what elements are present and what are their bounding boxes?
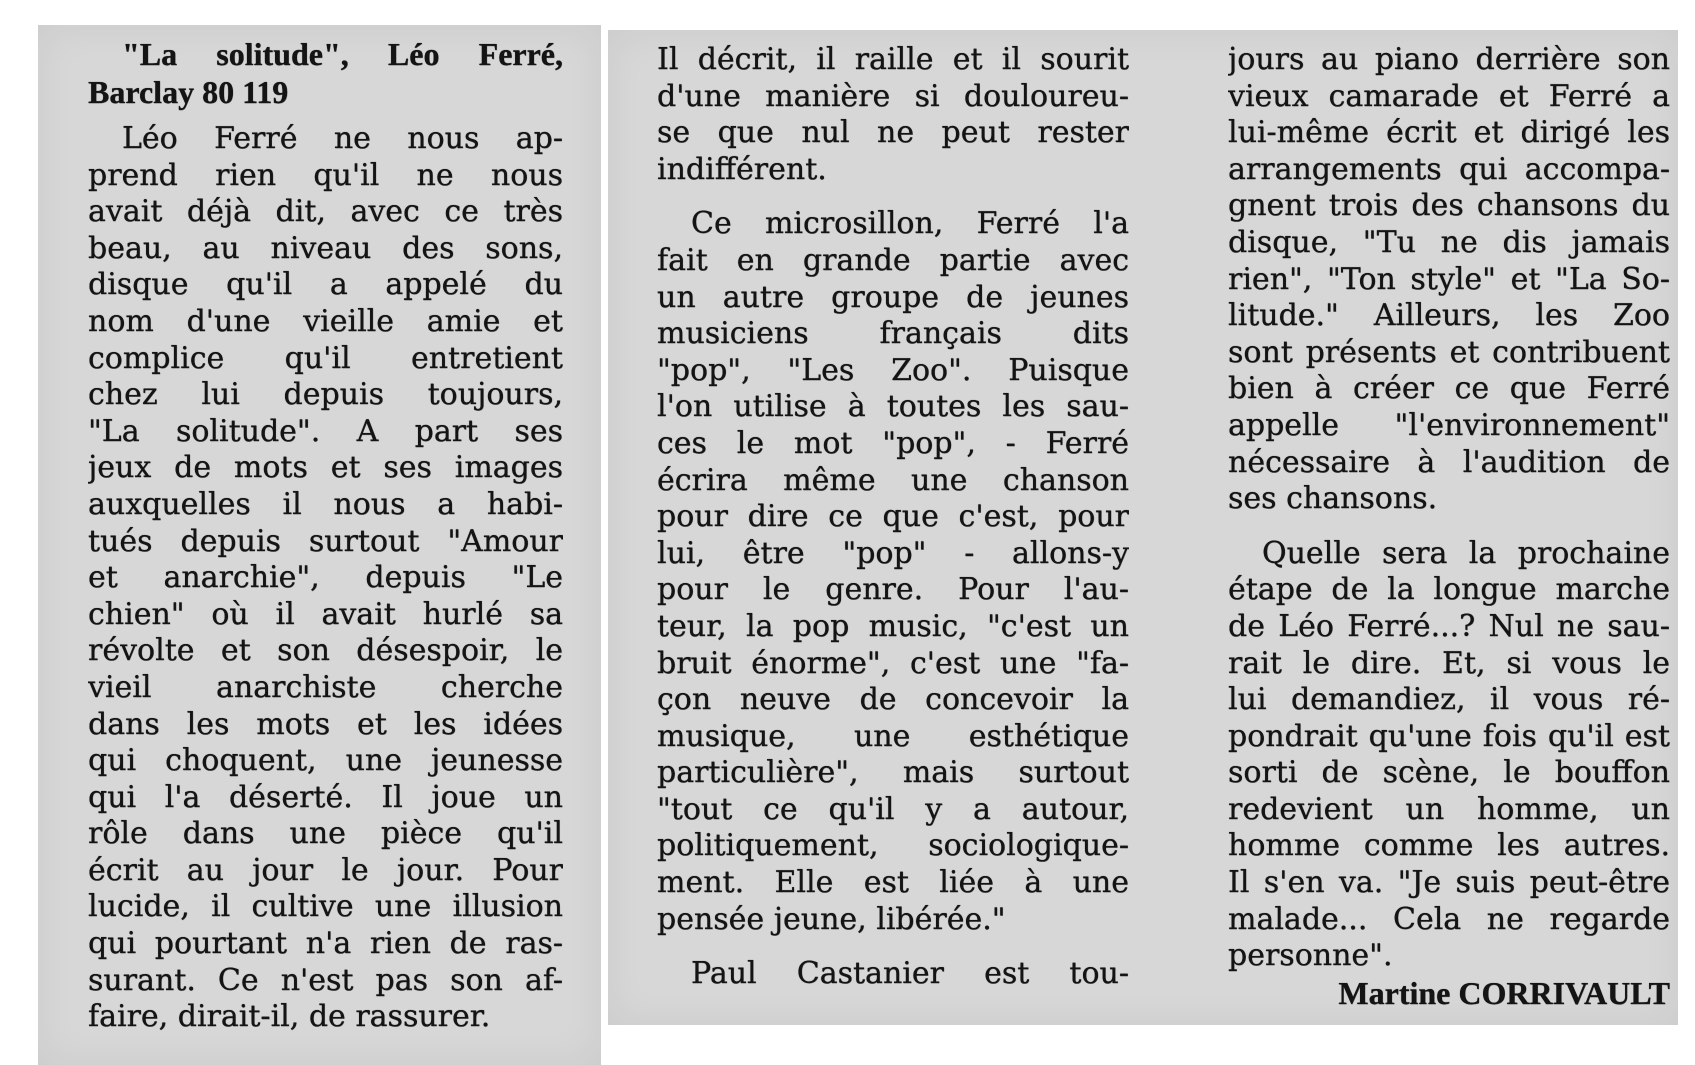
- article-text-line: sont présents et contribuent: [1228, 334, 1670, 370]
- article-text-line: surant. Ce n'est pas son af-: [88, 962, 563, 998]
- article-text-line: sorti de scène, le bouffon: [1228, 755, 1670, 791]
- article-text-line: gnent trois des chansons du: [1228, 188, 1670, 224]
- article-text-line: qui pourtant n'a rien de ras-: [88, 926, 563, 962]
- article-text-line: révolte et son désespoir, le: [88, 633, 563, 669]
- article-text-line: complice qu'il entretient: [88, 340, 563, 376]
- article-text-line: bruit énorme", c'est une "fa-: [657, 645, 1129, 681]
- article-text-line: auxquelles il nous a habi-: [88, 486, 563, 522]
- article-text-line: personne".: [1228, 938, 1393, 974]
- article-text-line: "pop", "Les Zoo". Puisque: [657, 352, 1129, 388]
- article-text-line: prend rien qu'il ne nous: [88, 157, 563, 193]
- article-text-line: chez lui depuis toujours,: [88, 377, 563, 413]
- article-text-line: dans les mots et les idées: [88, 706, 563, 742]
- article-text-line: étape de la longue marche: [1228, 572, 1670, 608]
- article-text-line: pour dire ce que c'est, pour: [657, 499, 1129, 535]
- article-text-line: çon neuve de concevoir la: [657, 682, 1129, 718]
- article-text-line: bien à créer ce que Ferré: [1228, 371, 1670, 407]
- article-text-line: politiquement, sociologique-: [657, 828, 1129, 864]
- article-text-line: nom d'une vieille amie et: [88, 303, 563, 339]
- article-text-line: faire, dirait-il, de rassurer.: [88, 999, 491, 1035]
- article-text-line: tués depuis surtout "Amour: [88, 523, 563, 559]
- article-column-2: [657, 42, 1129, 993]
- article-text-line: lucide, il cultive une illusion: [88, 889, 563, 925]
- article-text-line: disque, "Tu ne dis jamais: [1228, 224, 1670, 260]
- article-text-line: Il s'en va. "Je suis peut-être: [1228, 865, 1670, 901]
- article-text-line: "tout ce qu'il y a autour,: [657, 791, 1129, 827]
- article-text-line: l'on utilise à toutes les sau-: [657, 389, 1129, 425]
- article-text-line: écrit au jour le jour. Pour: [88, 852, 563, 888]
- headline-line-2: Barclay 80 119: [88, 74, 289, 110]
- article-text-line: ces le mot "pop", - Ferré: [657, 425, 1129, 461]
- article-text-line: appelle "l'environnement": [1228, 407, 1670, 443]
- article-text-line: rôle dans une pièce qu'il: [88, 816, 563, 852]
- article-text-line: vieil anarchiste cherche: [88, 669, 563, 705]
- article-column-3: [1228, 42, 1670, 1011]
- article-text-line: nécessaire à l'audition de: [1228, 444, 1670, 480]
- article-text-line: un autre groupe de jeunes: [657, 279, 1129, 315]
- article-text-line: chien" où il avait hurlé sa: [88, 596, 563, 632]
- article-text-line: homme comme les autres.: [1228, 828, 1670, 864]
- article-text-line: pensée jeune, libérée.": [657, 901, 1006, 937]
- article-text-line: Léo Ferré ne nous ap-: [122, 121, 563, 156]
- article-text-line: Il décrit, il raille et il sourit: [657, 42, 1129, 77]
- article-column-1: [88, 35, 563, 1036]
- article-text-line: rait le dire. Et, si vous le: [1228, 645, 1670, 681]
- article-text-line: de Léo Ferré...? Nul ne sau-: [1228, 608, 1670, 644]
- article-text-line: musique, une esthétique: [657, 718, 1129, 754]
- article-text-line: vieux camarade et Ferré a: [1228, 78, 1670, 114]
- article-text-line: pondrait qu'une fois qu'il est: [1228, 718, 1670, 754]
- article-text-line: indifférent.: [657, 151, 827, 187]
- article-text-line: beau, au niveau des sons,: [88, 230, 563, 266]
- article-text-line: litude." Ailleurs, les Zoo: [1228, 298, 1670, 334]
- article-text-line: lui demandiez, il vous ré-: [1228, 682, 1670, 718]
- article-text-line: Quelle sera la prochaine: [1262, 535, 1670, 571]
- article-text-line: jours au piano derrière son: [1228, 42, 1670, 77]
- article-text-line: teur, la pop music, "c'est un: [657, 608, 1129, 644]
- article-text-line: musiciens français dits: [657, 316, 1129, 352]
- article-text-line: Paul Castanier est tou-: [691, 956, 1129, 992]
- article-text-line: qui choquent, une jeunesse: [88, 743, 563, 779]
- article-text-line: "La solitude". A part ses: [88, 413, 563, 449]
- article-text-line: d'une manière si douloureu-: [657, 78, 1129, 114]
- article-text-line: qui l'a déserté. Il joue un: [88, 779, 563, 815]
- article-text-line: particulière", mais surtout: [657, 755, 1129, 791]
- article-text-line: écrira même une chanson: [657, 462, 1129, 498]
- article-text-line: lui-même écrit et dirigé les: [1228, 115, 1670, 151]
- article-text-line: pour le genre. Pour l'au-: [657, 572, 1129, 608]
- article-text-line: ment. Elle est liée à une: [657, 865, 1129, 901]
- article-text-line: jeux de mots et ses images: [88, 450, 563, 486]
- article-text-line: se que nul ne peut rester: [657, 115, 1129, 151]
- headline-line-1: "La solitude", Léo Ferré,: [122, 36, 563, 72]
- article-text-line: ses chansons.: [1228, 481, 1438, 517]
- article-text-line: rien", "Ton style" et "La So-: [1228, 261, 1670, 297]
- article-text-line: malade... Cela ne regarde: [1228, 901, 1670, 937]
- article-text-line: Ce microsillon, Ferré l'a: [691, 206, 1129, 242]
- article-text-line: arrangements qui accompa-: [1228, 151, 1670, 187]
- article-text-line: avait déjà dit, avec ce très: [88, 194, 563, 230]
- article-text-line: fait en grande partie avec: [657, 242, 1129, 278]
- article-text-line: disque qu'il a appelé du: [88, 267, 563, 303]
- article-text-line: redevient un homme, un: [1228, 791, 1670, 827]
- article-text-line: et anarchie", depuis "Le: [88, 560, 563, 596]
- article-author: Martine CORRIVAULT: [1338, 974, 1670, 1011]
- article-text-line: lui, être "pop" - allons-y: [657, 535, 1129, 571]
